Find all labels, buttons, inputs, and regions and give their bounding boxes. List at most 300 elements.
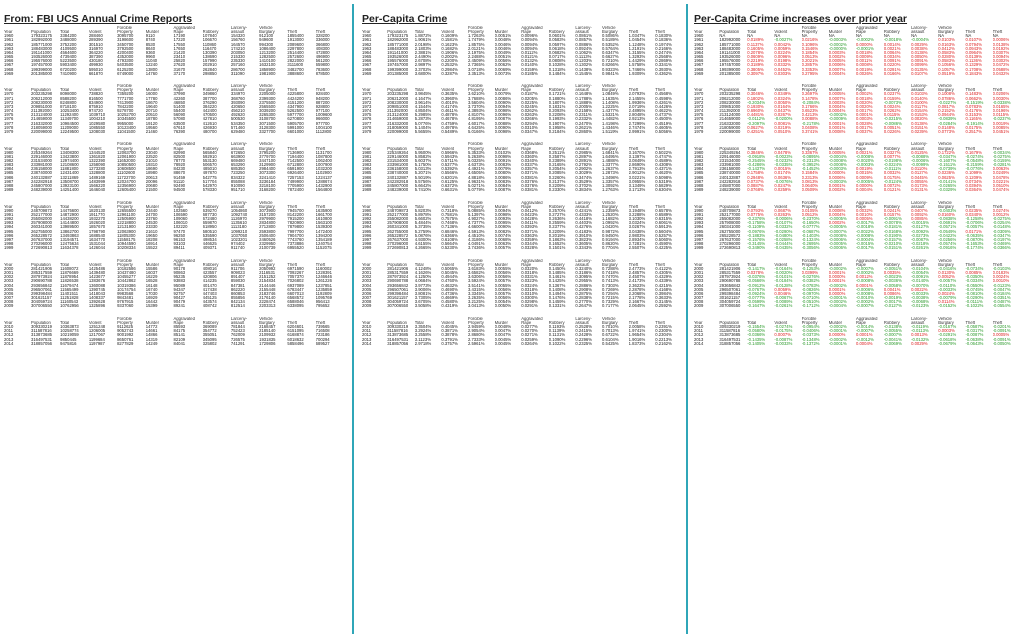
table-cell: 0.0294%: [521, 121, 538, 126]
table-cell: Rape: [173, 146, 184, 151]
table-cell: 0.4213%: [801, 113, 819, 118]
table-cell: -0.0783%: [801, 283, 820, 288]
table-cell: 0.0224%: [774, 50, 791, 55]
table-cell: 1984: [362, 167, 372, 172]
table-cell: 0.0005%: [828, 92, 846, 97]
table-cell: 0.1758%: [747, 171, 764, 176]
data-table: [4, 26, 344, 346]
table-cell: 0.0687%: [774, 208, 791, 213]
table-cell: 0.0241%: [883, 208, 901, 213]
table-cell: -0.0018%: [883, 38, 902, 43]
table-cell: 0.0886%: [575, 42, 592, 47]
table-cell: 0.0083%: [494, 179, 512, 184]
table-cell: 0.7575%: [441, 217, 458, 222]
table-cell: 2.9012%: [628, 171, 646, 176]
table-cell: 0.0098%: [494, 129, 512, 134]
table-cell: -0.1372%: [801, 341, 820, 346]
table-cell: 316497531: [387, 337, 409, 342]
table-cell: 0.5189%: [602, 38, 619, 43]
table-cell: 376290: [202, 100, 217, 105]
table-cell: 0.0091%: [883, 59, 901, 64]
table-cell: 6018632: [287, 337, 304, 342]
table-cell: 240132887: [31, 175, 52, 180]
table-cell: assault: [575, 204, 589, 209]
table-cell: 956413: [315, 300, 330, 305]
table-cell: 290690788: [387, 279, 409, 284]
table-cell: 3.0413%: [467, 304, 485, 309]
table-cell: 5905700: [287, 121, 304, 126]
table-cell: 1.0454%: [628, 38, 646, 43]
table-cell: 2.1803%: [414, 46, 432, 51]
table-cell: 4352000: [117, 55, 134, 60]
table-cell: -0.0002%: [855, 271, 874, 276]
table-cell: 248239000: [31, 188, 52, 193]
table-cell: 1634770: [88, 237, 106, 242]
table-cell: Population: [387, 30, 408, 35]
table-cell: -0.0895%: [801, 154, 820, 159]
table-cell: 0.6372%: [441, 183, 458, 188]
table-cell: 1991: [694, 212, 704, 217]
table-cell: -0.0329%: [938, 188, 957, 193]
table-cell: 318857056: [719, 341, 741, 346]
table-cell: 0.0408%: [801, 125, 819, 130]
table-cell: 316970: [88, 46, 103, 51]
table-cell: 0.1721%: [548, 92, 566, 97]
table-cell: 752423: [230, 329, 245, 334]
table-cell: 5.0776%: [414, 121, 432, 126]
table-cell: 2002: [694, 275, 704, 280]
table-cell: 1423677: [88, 275, 106, 280]
table-cell: 2.2488%: [467, 55, 485, 60]
table-cell: 206212000: [387, 96, 409, 101]
table-cell: 417438: [202, 287, 217, 292]
table-cell: 0.0323%: [521, 279, 538, 284]
table-cell: 0.0096%: [774, 55, 791, 60]
table-cell: Population: [31, 146, 51, 151]
table-cell: 248709873: [719, 208, 741, 213]
table-cell: 286700: [230, 67, 245, 72]
table-cell: -0.0067%: [774, 296, 793, 301]
table-cell: 0.0055%: [494, 283, 512, 288]
table-cell: 739565: [315, 325, 330, 330]
table-cell: -0.0254%: [992, 221, 1011, 226]
table-cell: 17220: [173, 38, 186, 43]
table-cell: 408300: [315, 46, 330, 51]
table-cell: 13194571: [60, 237, 79, 242]
table-cell: 21460: [145, 129, 158, 134]
table-cell: NA: [774, 34, 781, 39]
table-cell: 0.2948%: [747, 175, 764, 180]
table-cell: 0.5829%: [655, 183, 672, 188]
table-cell: Theft: [965, 30, 975, 35]
table-cell: 2.8934%: [628, 237, 646, 242]
panel-title: Per-Capita Crime: [362, 13, 448, 25]
table-cell: 0.0103%: [938, 38, 955, 43]
table-cell: 0.0001%: [828, 121, 846, 126]
table-cell: -0.0087%: [774, 337, 793, 342]
table-cell: 2.0793%: [628, 92, 646, 97]
table-cell: Total: [414, 146, 424, 151]
table-cell: 12218800: [117, 221, 136, 226]
table-cell: 5.3533%: [467, 150, 485, 155]
table-cell: Population: [31, 204, 51, 209]
table-cell: 855856: [230, 296, 245, 301]
table-cell: 8650761: [117, 337, 134, 342]
table-cell: 0.0072%: [883, 183, 901, 188]
table-cell: 20510: [145, 113, 158, 118]
table-cell: -0.0010%: [855, 296, 874, 301]
table-cell: Forcible: [117, 316, 132, 321]
table-cell: 0.2332%: [575, 117, 592, 122]
table-cell: 4.0684%: [414, 279, 432, 284]
table-cell: 1360088: [88, 283, 106, 288]
table-cell: 0.0000%: [828, 333, 846, 338]
table-cell: 0.2311%: [575, 113, 592, 118]
table-cell: -0.0001%: [855, 46, 874, 51]
table-cell: 366800: [315, 42, 330, 47]
table-cell: 5.4844%: [414, 221, 432, 226]
table-cell: 5.2759%: [414, 229, 432, 234]
table-cell: Vehicle: [259, 316, 273, 321]
table-cell: 218059000: [387, 125, 409, 130]
table-cell: 0.0157%: [883, 212, 901, 217]
table-cell: 11881800: [60, 167, 79, 172]
table-cell: 0.0324%: [521, 283, 538, 288]
table-cell: Violent: [88, 88, 102, 93]
table-cell: Aggravated: [521, 258, 543, 263]
table-cell: 3168200: [259, 188, 276, 193]
table-cell: -0.1417%: [747, 267, 766, 271]
table-cell: 10608500: [117, 167, 136, 172]
table-cell: Total: [747, 146, 757, 151]
table-cell: 5.2873%: [414, 117, 432, 122]
table-cell: 0.0160%: [938, 212, 955, 217]
table-cell: 0.3287%: [441, 71, 458, 76]
table-cell: 272690813: [719, 246, 741, 251]
table-cell: -0.0839%: [938, 117, 957, 122]
table-cell: Aggravated: [173, 84, 195, 89]
table-cell: 248709873: [31, 208, 52, 213]
table-cell: 0.0153%: [911, 113, 928, 118]
table-cell: 1361820: [88, 154, 106, 159]
table-cell: 3327700: [259, 129, 276, 134]
table-cell: -0.1348%: [801, 337, 820, 342]
table-cell: 0.2219%: [747, 59, 764, 64]
table-cell: 260341000: [719, 225, 741, 230]
table-cell: 1.1408%: [602, 100, 619, 105]
table-cell: 0.0093%: [494, 217, 512, 222]
table-cell: -0.1405%: [747, 341, 766, 346]
table-cell: 78920: [173, 163, 186, 168]
table-cell: 0.1494%: [548, 291, 566, 296]
table-cell: Aggravated: [521, 200, 543, 205]
table-cell: 0.0088%: [801, 117, 819, 122]
table-cell: 3.1397%: [628, 154, 646, 159]
table-cell: Year: [694, 204, 703, 209]
table-cell: Violent: [774, 262, 788, 267]
table-cell: 213124000: [31, 113, 52, 118]
table-cell: 1.8872%: [414, 34, 432, 39]
table-cell: 9112625: [117, 325, 134, 330]
table-cell: 0.0783%: [965, 104, 982, 109]
table-cell: 0.0793%: [747, 208, 764, 213]
table-cell: -0.0008%: [855, 233, 874, 238]
table-cell: Murder: [828, 88, 843, 93]
table-cell: 11876669: [60, 271, 79, 276]
table-cell: 90427: [173, 296, 186, 301]
table-cell: 1970: [4, 92, 14, 97]
table-cell: 0.0861%: [575, 34, 592, 39]
table-cell: -0.0004%: [828, 154, 847, 159]
table-cell: 1962: [362, 42, 372, 47]
table-cell: 309330219: [387, 325, 409, 330]
table-cell: 2.0198%: [414, 42, 432, 47]
table-cell: 0.0037%: [855, 129, 873, 134]
table-cell: 10984500: [60, 121, 79, 126]
table-cell: 0.0944%: [938, 113, 955, 118]
table-cell: 1998: [694, 242, 704, 247]
table-cell: 334970: [230, 92, 245, 97]
table-cell: 1.4346%: [602, 125, 619, 130]
table-cell: 0.3367%: [801, 150, 819, 155]
table-cell: -0.0200%: [774, 117, 793, 122]
table-cell: 257160: [230, 63, 245, 68]
table-cell: 0.0002%: [828, 221, 846, 226]
table-cell: Rape: [855, 262, 866, 267]
table-cell: -0.0332%: [774, 225, 793, 230]
table-cell: 0.0020%: [855, 104, 873, 109]
table-cell: Vehicle: [938, 26, 952, 30]
table-cell: 0.0627%: [747, 125, 764, 130]
table-cell: 24530: [145, 221, 158, 226]
table-cell: 14319: [145, 337, 158, 342]
table-cell: 0.0014%: [883, 42, 901, 47]
table-cell: 0.1788%: [575, 96, 592, 101]
table-cell: 20613: [145, 175, 158, 180]
table-cell: 257908000: [387, 221, 409, 226]
table-cell: 2005: [362, 287, 372, 292]
table-cell: 0.0068%: [494, 237, 512, 242]
table-cell: 0.0452%: [774, 67, 791, 72]
table-cell: -0.0487%: [992, 300, 1011, 305]
table-cell: 0.0069%: [494, 67, 512, 72]
table-cell: 188483000: [719, 46, 741, 51]
table-cell: 0.0063%: [494, 242, 512, 247]
table-cell: Larceny-: [575, 26, 592, 30]
table-cell: Murder: [145, 88, 160, 93]
table-cell: 311090: [230, 71, 245, 76]
table-cell: 0.7210%: [602, 59, 619, 64]
table-cell: 1425486: [88, 267, 106, 271]
table-cell: -0.0069%: [883, 341, 902, 346]
table-cell: 2.0121%: [467, 46, 485, 51]
table-cell: 0.8620%: [602, 242, 619, 247]
table-cell: 1977: [362, 121, 372, 126]
table-cell: 2.9991%: [628, 129, 646, 134]
table-cell: 1992: [362, 217, 372, 222]
table-cell: NA: [801, 34, 808, 39]
table-cell: -0.0148%: [992, 225, 1011, 230]
table-cell: 928400: [315, 92, 330, 97]
table-cell: Theft: [287, 262, 297, 267]
table-cell: 0.0050%: [774, 100, 791, 105]
table-cell: 0.0048%: [494, 325, 512, 330]
table-cell: 3.6306%: [467, 275, 485, 280]
table-cell: -0.0826%: [801, 287, 820, 292]
table-cell: -0.0110%: [938, 283, 956, 288]
table-cell: Rape: [855, 88, 866, 93]
table-cell: 257908000: [719, 221, 741, 226]
table-cell: 423557: [202, 271, 217, 276]
table-spacer-cell: [694, 192, 1020, 200]
table-cell: Forcible: [117, 84, 132, 89]
table-cell: 0.0445%: [911, 175, 928, 180]
table-cell: 0.0024%: [938, 291, 955, 296]
table-cell: assault: [575, 88, 589, 93]
table-cell: 0.4760%: [441, 279, 458, 284]
table-cell: 0.0164%: [774, 104, 791, 109]
table-cell: Rape: [173, 204, 184, 209]
table-cell: 13508700: [60, 179, 79, 184]
table-cell: 1131700: [315, 150, 332, 155]
table-cell: 16000: [145, 92, 158, 97]
table-cell: 304059724: [387, 300, 409, 305]
table-cell: 0.0057%: [494, 291, 512, 296]
table-cell: 0.0056%: [494, 271, 512, 276]
table-cell: 93883: [173, 279, 186, 284]
table-cell: 816500: [88, 96, 103, 101]
table-cell: -0.0870%: [965, 237, 984, 242]
table-cell: 0.0474%: [992, 188, 1010, 193]
table-cell: 285317559: [387, 271, 409, 276]
table-cell: 1112800: [315, 129, 332, 134]
table-cell: 4.4510%: [467, 233, 485, 238]
table-cell: 270296000: [719, 242, 741, 247]
table-cell: -0.0261%: [774, 304, 793, 309]
table-cell: 3.0221%: [628, 175, 646, 180]
table-cell: 0.0005%: [855, 217, 873, 222]
table-cell: 10455277: [117, 275, 136, 280]
table-cell: -0.0123%: [911, 304, 930, 309]
table-cell: -0.0566%: [747, 279, 766, 284]
table-spacer: [694, 76, 1020, 84]
table-cell: 242282918: [387, 179, 409, 184]
table-cell: 0.2304%: [655, 333, 672, 338]
table-cell: 307006550: [719, 304, 741, 309]
table-cell: 409371: [202, 246, 217, 251]
table-cell: 0.2152%: [938, 109, 955, 114]
table-cell: 309330219: [31, 325, 52, 330]
table-cell: -0.0006%: [774, 217, 793, 222]
table-cell: 0.0094%: [992, 55, 1010, 60]
table-cell: Robbery: [548, 262, 565, 267]
table-cell: 1661700: [315, 212, 332, 217]
table-cell: 0.0009%: [855, 55, 873, 60]
table-cell: -0.1022%: [965, 304, 984, 309]
table-cell: 795652: [315, 304, 330, 309]
table-cell: 4.8504%: [414, 109, 432, 114]
table-cell: 0.0079%: [494, 92, 512, 97]
table-cell: 2.2878%: [628, 287, 646, 292]
table-spacer: [362, 192, 682, 200]
table-cell: Robbery: [202, 88, 219, 93]
table-cell: 0.0026%: [855, 71, 873, 76]
table-cell: 1980: [362, 150, 372, 155]
table-cell: 0.4605%: [655, 125, 672, 130]
table-cell: 0.3871%: [441, 329, 458, 334]
table-cell: 0.3046%: [747, 92, 764, 97]
table-cell: 206212000: [719, 96, 741, 101]
table-cell: 3.3702%: [414, 67, 432, 72]
table-cell: 19120: [145, 121, 158, 126]
table-cell: 12655500: [117, 208, 136, 213]
table-cell: 0.0004%: [828, 71, 846, 76]
table-cell: 2155448: [259, 287, 276, 292]
table-cell: 1199684: [88, 337, 105, 342]
table-cell: 2205000: [259, 92, 276, 97]
table-cell: 11292400: [60, 113, 79, 118]
table-cell: Property: [801, 88, 818, 93]
table-cell: 0.5566%: [441, 171, 458, 176]
table-cell: -0.0366%: [747, 333, 766, 338]
table-cell: 92490: [173, 183, 186, 188]
table-cell: 0.0006%: [828, 63, 846, 68]
table-cell: 193526000: [31, 55, 52, 60]
table-cell: 0.2897%: [575, 154, 592, 159]
table-cell: 31670: [173, 67, 186, 72]
table-cell: 233981000: [31, 163, 52, 168]
table-cell: Violent: [88, 321, 102, 326]
table-cell: Larceny-: [911, 142, 928, 147]
table-spacer-cell: [694, 309, 1020, 317]
table-cell: 0.3633%: [655, 296, 672, 301]
table-cell: 6937089: [287, 283, 304, 288]
table-cell: 23040: [145, 150, 158, 155]
table-cell: -0.0015%: [911, 221, 930, 226]
table-cell: -0.0810%: [965, 291, 984, 296]
table-cell: NA: [911, 34, 917, 39]
table-cell: -0.1403%: [801, 233, 820, 238]
table-cell: 1564800: [315, 188, 332, 193]
table-cell: 0.2838%: [575, 296, 592, 301]
table-cell: 202910: [202, 63, 217, 68]
table-cell: 2.8690%: [628, 163, 646, 168]
table-cell: 25820: [173, 59, 186, 64]
table-cell: 7842200: [117, 104, 134, 109]
table-cell: -0.0838%: [938, 217, 957, 222]
table-spacer: [362, 250, 682, 258]
table-cell: -0.0599%: [747, 300, 766, 305]
table-cell: Aggravated: [855, 258, 878, 263]
table-cell: 0.5230%: [441, 246, 458, 251]
table-cell: 0.7468%: [441, 221, 458, 226]
table-cell: 3752200: [60, 42, 77, 47]
table-cell: 0.6627%: [602, 55, 619, 60]
table-cell: -0.1554%: [747, 325, 766, 330]
table-cell: 0.6846%: [441, 229, 458, 234]
table-cell: 7904700: [287, 233, 304, 238]
table-cell: 2012: [694, 333, 704, 338]
table-cell: -0.0119%: [911, 325, 929, 330]
table-cell: 1969: [362, 71, 372, 76]
table-cell: 0.0159%: [883, 96, 901, 101]
table-cell: Murder: [145, 204, 160, 209]
table-cell: 5.3735%: [414, 225, 432, 230]
table-cell: 0.7288%: [602, 267, 619, 271]
table-cell: 0.0300%: [521, 296, 538, 301]
table-cell: 0.4678%: [441, 117, 458, 122]
table-cell: -0.0101%: [774, 275, 793, 280]
